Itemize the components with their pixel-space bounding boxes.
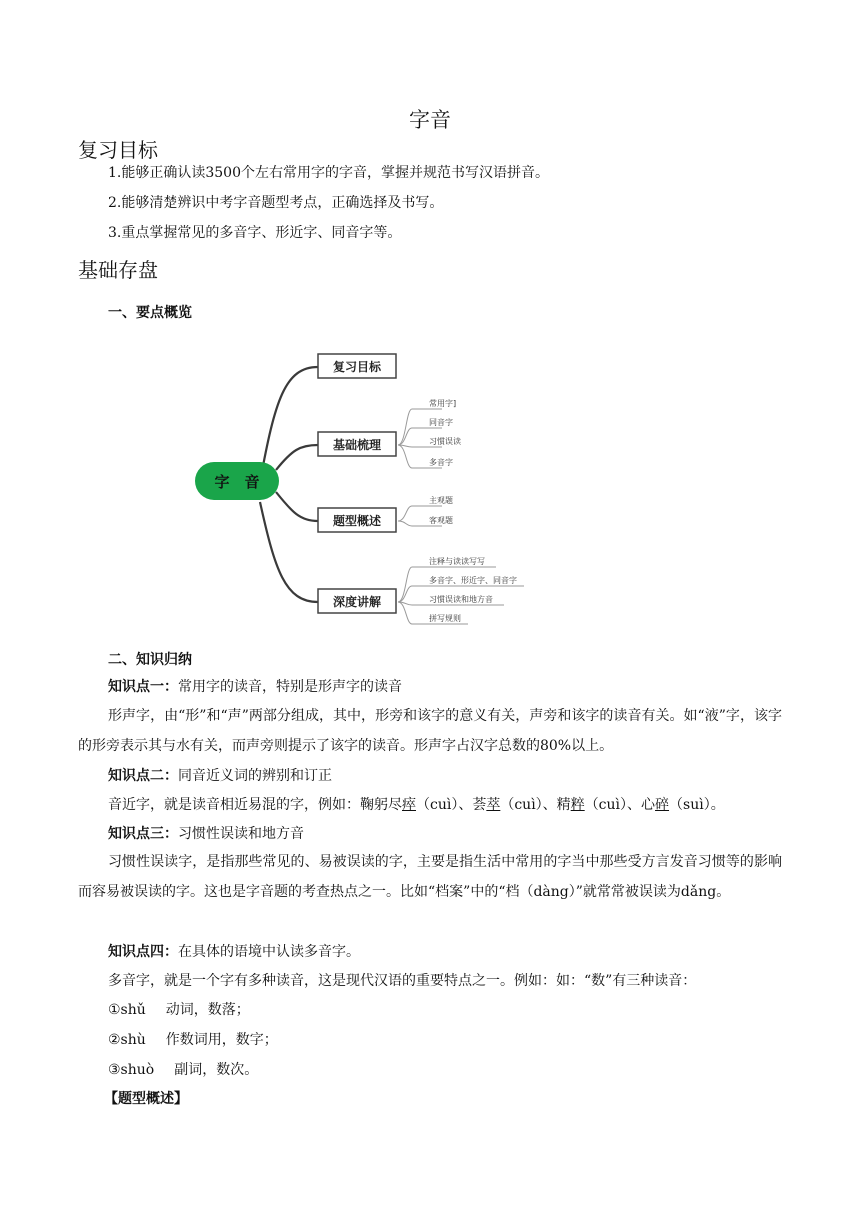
question-types-heading: 【题型概述】: [104, 1091, 188, 1107]
mind-map-connector: [276, 492, 318, 521]
leaf-label: 注释与读读写写: [429, 557, 485, 566]
kp4-body: 多音字，就是一个字有多种读音，这是现代汉语的重要特点之一。例如：如：“数”有三种读音：: [108, 973, 697, 989]
kp3-body: 习惯性误读字，是指那些常见的、易被误读的字，主要是指生活中常用的字当中那些受方言发音习惯等的影响而容易被误读的字。这也是字音题的考查热点之一。比如“档案”中的“档（dàng）”就常常被误读为dǎng。: [78, 854, 782, 900]
kp3-heading: 知识点三：习惯性误读和地方音: [108, 826, 304, 842]
kp1-heading: 知识点一：常用字的读音，特别是形声字的读音: [108, 679, 402, 695]
kp2-body: 音近字，就是读音相近易混的字，例如：鞠躬尽瘁（cuì）、荟萃（cuì）、精粹（cuì）、心碎（suì）。: [108, 797, 725, 813]
mind-map-connector: [260, 502, 318, 602]
leaf-label: 主观题: [429, 496, 453, 505]
leaf-label: 习惯误读和地方音: [429, 595, 493, 604]
branch-label-deep-dive: 深度讲解: [332, 595, 382, 609]
reading-item-3: ③shuò 副词，数次。: [108, 1062, 259, 1078]
branch-label-review-goals: 复习目标: [332, 360, 382, 374]
branch-label-question-types: 题型概述: [332, 514, 382, 528]
page-title: 字音: [409, 108, 451, 132]
goal-item-1: 1.能够正确认读3500个左右常用字的字音，掌握并规范书写汉语拼音。: [108, 165, 549, 181]
goal-item-2: 2.能够清楚辨识中考字音题型考点，正确选择及书写。: [108, 195, 444, 211]
mind-map-connector: [276, 445, 318, 470]
subheading-overview: 一、要点概览: [108, 305, 192, 321]
leaf-label: 多音字: [429, 458, 453, 467]
leaf-label: 客观题: [429, 516, 453, 525]
kp2-heading: 知识点二：同音近义词的辨别和订正: [108, 768, 332, 784]
subheading-knowledge: 二、知识归纳: [108, 652, 192, 668]
goal-item-3: 3.重点掌握常见的多音字、形近字、同音字等。: [108, 225, 402, 241]
leaf-label: 习惯误读: [429, 437, 461, 446]
mind-map-center-label: 字 音: [214, 473, 260, 491]
kp1-body: 形声字，由“形”和“声”两部分组成，其中，形旁和该字的意义有关，声旁和该字的读音有关。如“液”字，该字的形旁表示其与水有关，而声旁则提示了该字的读音。形声字占汉字总数的80%以上。: [78, 708, 782, 754]
leaf-label: 拼写规则: [429, 614, 461, 623]
section-heading-basics: 基础存盘: [78, 258, 158, 282]
branch-label-basics: 基础梳理: [332, 438, 382, 452]
section-heading-review-goals: 复习目标: [78, 138, 158, 162]
leaf-label: 多音字、形近字、同音字: [429, 576, 517, 585]
kp4-heading: 知识点四：在具体的语境中认读多音字。: [108, 944, 360, 960]
reading-item-2: ②shù 作数词用，数字；: [108, 1032, 278, 1048]
leaf-label: 同音字: [429, 418, 453, 427]
mind-map: [180, 340, 560, 640]
reading-item-1: ①shǔ 动词，数落；: [108, 1002, 250, 1018]
leaf-label: 常用字]: [429, 399, 457, 408]
